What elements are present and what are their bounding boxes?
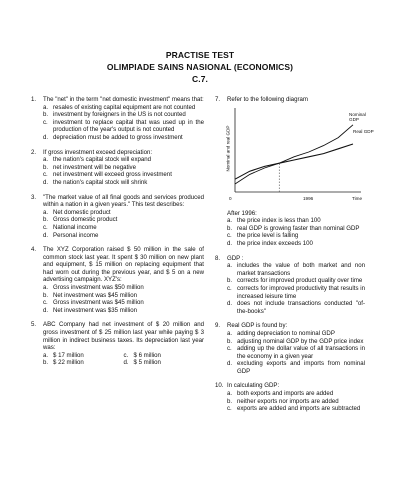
option-letter: b. (43, 291, 49, 299)
option (227, 390, 365, 398)
option-text: the price level is falling (237, 232, 299, 240)
question-number: 5. (31, 321, 37, 329)
option-text: adjusting nominal GDP by the GDP price index (237, 337, 364, 345)
option (227, 217, 365, 225)
question-text: ABC Company had net investment of $ 20 million and gross investment of $ 25 million last year while paying $ 3 million in indirect business taxes. Its depreciation last year was: (43, 321, 204, 352)
question (31, 246, 204, 314)
option-text: Gross domestic product (53, 216, 118, 224)
option-letter: c. (227, 232, 232, 240)
options-list (31, 284, 204, 314)
option-letter: c. (227, 345, 232, 353)
option-letter: c. (123, 351, 129, 359)
option-letter: a. (43, 284, 49, 292)
option-letter: b. (227, 337, 233, 345)
question-number: 7. (215, 96, 221, 103)
option (227, 330, 365, 338)
option (43, 164, 204, 172)
question-text: If gross investment exceed depreciation: (43, 148, 153, 156)
test-header (0, 49, 400, 85)
question-text: Real GDP is found by: (227, 322, 288, 330)
question-text: In calculating GDP: (227, 382, 280, 390)
option-letter: d. (123, 359, 129, 367)
option-letter: a. (43, 156, 49, 164)
option-text: includes the value of both market and non market transactions (237, 262, 365, 277)
option-text: National income (53, 223, 97, 231)
test-code: C.7. (192, 74, 208, 84)
question-number: 8. (215, 254, 221, 262)
option (227, 345, 365, 360)
question-7 (215, 96, 374, 248)
question (31, 321, 204, 367)
option-text: net investment will be negative (53, 163, 136, 171)
option (227, 240, 365, 248)
option-text: corrects for improved product quality over time (237, 277, 363, 285)
option-letter: c. (227, 284, 232, 292)
nominal-gdp-line (235, 124, 353, 183)
option-letter: d. (227, 239, 233, 247)
option (43, 216, 204, 224)
question-number: 10. (215, 382, 224, 390)
option-text: $ 6 million (133, 351, 161, 359)
question (215, 255, 365, 316)
option (227, 360, 365, 375)
question-number: 2. (31, 148, 37, 156)
gdp-line-chart (227, 106, 375, 204)
right-questions (215, 255, 365, 413)
option-text: depreciation must be added to gross investment (53, 133, 183, 141)
question-text: "The market value of all final goods and services produced within a nation in a given years." This test describes: (43, 193, 204, 209)
question (215, 322, 365, 375)
option-letter: b. (43, 111, 49, 119)
option (227, 300, 365, 315)
option (43, 299, 204, 307)
test-title: PRACTISE TEST (165, 50, 235, 60)
option (43, 352, 124, 360)
options-list (215, 390, 365, 413)
real-gdp-line (235, 144, 353, 179)
question (215, 382, 365, 412)
option-text: $ 17 million (53, 351, 84, 359)
question-number: 4. (31, 246, 37, 254)
options-list (43, 352, 204, 367)
option (43, 307, 204, 315)
option (43, 284, 204, 292)
question-number: 1. (31, 96, 37, 103)
option-letter: b. (43, 359, 49, 367)
question-number: 3. (31, 193, 37, 201)
option (227, 285, 365, 300)
option-text: Net domestic product (53, 208, 111, 216)
option (43, 134, 204, 142)
option-text: both exports and imports are added (237, 390, 334, 398)
option-text: adding up the dollar value of all transactions in the economy in a given year (237, 345, 365, 360)
option-letter: d. (43, 231, 49, 239)
options-list (31, 104, 204, 142)
option (43, 179, 204, 187)
option-text: adding depreciation to nominal GDP (237, 329, 335, 337)
option (43, 209, 204, 217)
option-letter: a. (43, 351, 49, 359)
legend-real-gdp: Real GDP (353, 128, 374, 134)
option-letter: c. (43, 118, 48, 126)
question-text: Refer to the following diagram (227, 96, 308, 103)
option (227, 338, 365, 346)
option-text: neither exports nor imports are added (237, 397, 339, 405)
option-text: does not include transactions conducted "of-the-books" (237, 300, 365, 315)
option-letter: b. (227, 397, 233, 405)
option-letter: a. (227, 262, 233, 270)
option-text: Net investment was $45 million (53, 291, 137, 299)
question (31, 194, 204, 240)
option-letter: b. (227, 277, 233, 285)
question (31, 96, 204, 142)
right-column (215, 96, 374, 420)
after-1996-text: After 1996: (227, 209, 257, 217)
option-text: Personal income (53, 231, 99, 239)
option (43, 156, 204, 164)
option-letter: b. (43, 163, 49, 171)
options-list (31, 209, 204, 239)
option (227, 262, 365, 277)
question-number: 9. (215, 322, 221, 330)
option-letter: d. (43, 133, 49, 141)
option-text: $ 5 million (133, 359, 161, 367)
y-axis-label: Nominal and real GDP (225, 125, 231, 172)
option-text: real GDP is growing faster than nominal GDP (237, 224, 360, 232)
option (124, 359, 205, 367)
option-letter: a. (227, 329, 233, 337)
option-letter: a. (43, 103, 49, 111)
option-text: exports are added and imports are subtracted (237, 405, 361, 413)
question (31, 149, 204, 187)
option-text: excluding exports and imports from nominal GDP (237, 360, 365, 375)
option-text: the nation's capital stock will expand (53, 156, 152, 164)
option-text: Gross investment was $45 million (53, 299, 144, 307)
legend-nominal-gdp: Nominal GDP (349, 111, 366, 122)
option-letter: a. (227, 217, 233, 225)
option-text: the price index exceeds 100 (237, 239, 313, 247)
option-letter: d. (43, 178, 49, 186)
option (43, 119, 204, 134)
option-letter: c. (43, 223, 48, 231)
option-letter: a. (227, 390, 233, 398)
option (227, 398, 365, 406)
option (43, 224, 204, 232)
question-text: The XYZ Corporation raised $ 50 million in the sale of common stock last year. It spent $ 30 million on new plant and equipment, $ 15 million on replacing equipment that had worn out during the previous year, and $ 5 on a new advertising campaign. XYZ's: (43, 246, 204, 284)
option-text: the nation's capital stock will shrink (53, 178, 148, 186)
question-text: The "net" in the term "net domestic investment" means that: (43, 96, 204, 103)
options-list (215, 262, 365, 315)
option-letter: c. (43, 171, 48, 179)
option (43, 111, 204, 119)
option-letter: d. (43, 306, 49, 314)
x-axis-label: Time (352, 195, 363, 201)
x-tick-0: 0 (229, 195, 232, 201)
question-text: GDP : (227, 254, 244, 262)
option-text: corrects for improved productivity that results in increased leisure time (237, 284, 365, 300)
option-letter: c. (43, 299, 48, 307)
option-letter: b. (43, 216, 49, 224)
option-text: the price index is less than 100 (237, 217, 321, 225)
option-letter: c. (227, 405, 232, 413)
option (43, 171, 204, 179)
option-text: net investment will exceed gross investment (53, 171, 172, 179)
test-subtitle: OLIMPIADE SAINS NASIONAL (ECONOMICS) (106, 62, 294, 72)
option-text: investment to replace capital that was used up in the production of the year's output is not counted (53, 118, 204, 134)
option-text: Net investment was $35 million (53, 306, 137, 314)
option-letter: a. (43, 208, 49, 216)
option (43, 359, 124, 367)
option (43, 232, 204, 240)
option-letter: b. (227, 224, 233, 232)
options-list (31, 156, 204, 186)
option (227, 232, 365, 240)
question-7-options (215, 217, 365, 247)
option-letter: d. (227, 360, 233, 368)
option (43, 104, 204, 112)
option-letter: d. (227, 300, 233, 308)
option (43, 292, 204, 300)
left-column (31, 96, 204, 374)
option (227, 405, 365, 413)
options-list (215, 330, 365, 376)
option (124, 352, 205, 360)
option-text: resales of existing capital equipment are not counted (53, 103, 196, 111)
option-text: $ 22 million (53, 359, 84, 367)
option-text: investment by foreigners in the US is not counted (53, 111, 186, 119)
option (227, 277, 365, 285)
x-tick-1996: 1996 (303, 195, 314, 201)
option-text: Gross investment was $50 million (53, 284, 144, 292)
option (227, 225, 365, 233)
